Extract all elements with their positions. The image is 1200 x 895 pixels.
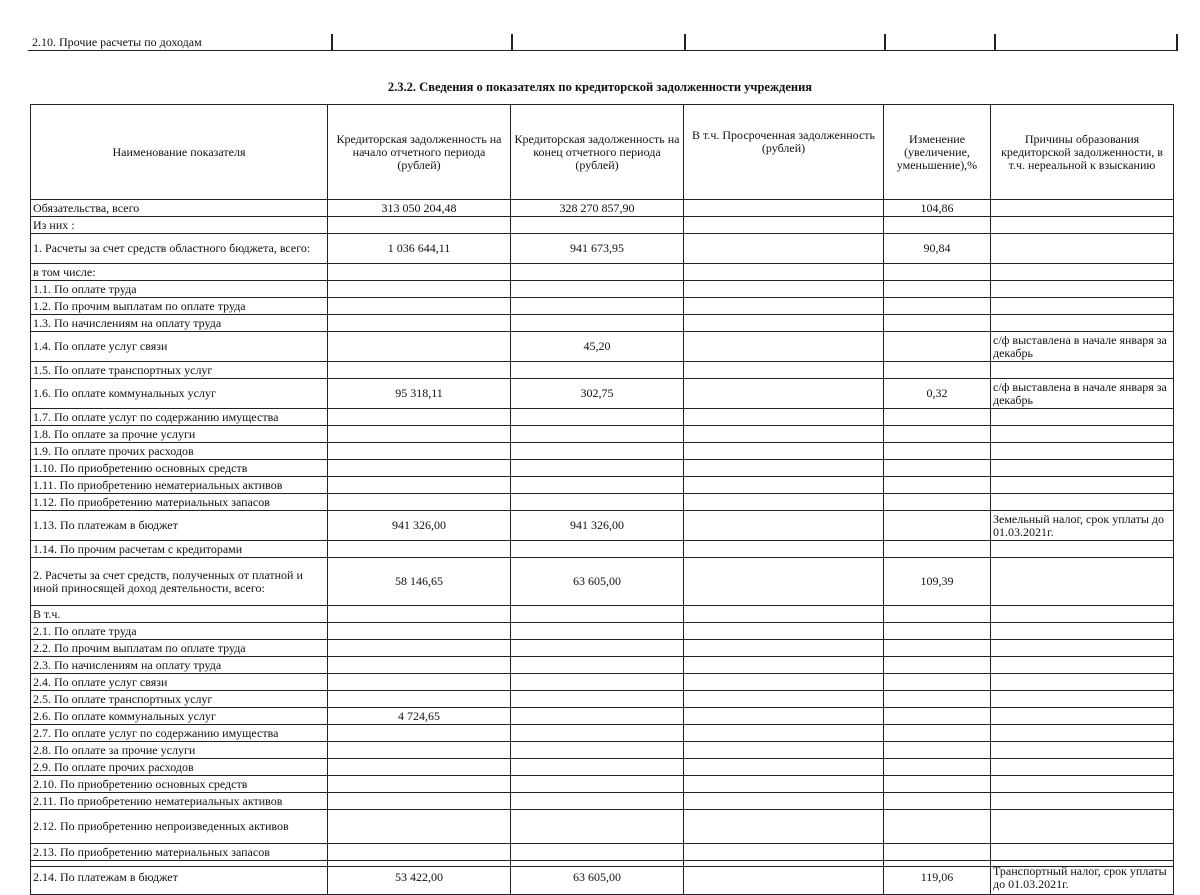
- debt-end-value: 63 605,00: [511, 558, 684, 606]
- overdue-value: [684, 793, 884, 810]
- debt-start-value: [328, 776, 511, 793]
- debt-start-value: [328, 477, 511, 494]
- table-row: [31, 234, 1174, 264]
- overdue-value: [684, 443, 884, 460]
- overdue-value: [684, 810, 884, 844]
- change-percent-value: [884, 759, 991, 776]
- overdue-value: [684, 708, 884, 725]
- change-percent-value: [884, 494, 991, 511]
- debt-start-value: [328, 691, 511, 708]
- change-percent-value: [884, 264, 991, 281]
- change-percent-value: [884, 776, 991, 793]
- change-percent-value: [884, 606, 991, 623]
- debt-start-value: [328, 623, 511, 640]
- debt-start-value: [328, 332, 511, 362]
- debt-start-value: [328, 426, 511, 443]
- debt-end-value: [511, 742, 684, 759]
- table-row: [31, 494, 1174, 511]
- reason-text: [991, 759, 1174, 776]
- overdue-value: [684, 558, 884, 606]
- overdue-value: [684, 281, 884, 298]
- overdue-value: [684, 844, 884, 861]
- bottom-rule: [30, 866, 1173, 867]
- debt-end-value: [511, 759, 684, 776]
- debt-start-value: 95 318,11: [328, 379, 511, 409]
- table-row: [31, 691, 1174, 708]
- header-indicator-name: Наименование показателя: [31, 105, 328, 200]
- change-percent-value: [884, 460, 991, 477]
- row-name: 1.9. По оплате прочих расходов: [31, 443, 328, 460]
- debt-end-value: [511, 217, 684, 234]
- row-name: 2.1. По оплате труда: [31, 623, 328, 640]
- table-row: [31, 541, 1174, 558]
- overdue-value: [684, 674, 884, 691]
- table-row: [31, 443, 1174, 460]
- debt-end-value: 45,20: [511, 332, 684, 362]
- debt-end-value: 63 605,00: [511, 861, 684, 895]
- change-percent-value: [884, 477, 991, 494]
- debt-start-value: [328, 315, 511, 332]
- header-overdue: В т.ч. Просроченная задолженность (рублей): [684, 105, 884, 200]
- debt-end-value: [511, 776, 684, 793]
- table-row: [31, 379, 1174, 409]
- debt-end-value: [511, 844, 684, 861]
- previous-row-cell: [996, 34, 1178, 50]
- change-percent-value: 119,06: [884, 861, 991, 895]
- header-reasons: Причины образования кредиторской задолженности, в т.ч. нереальной к взысканию: [991, 105, 1174, 200]
- previous-row-cell: [333, 34, 513, 50]
- debt-start-value: [328, 494, 511, 511]
- overdue-value: [684, 606, 884, 623]
- debt-start-value: [328, 674, 511, 691]
- reason-text: [991, 460, 1174, 477]
- table-row: [31, 674, 1174, 691]
- table-row: [31, 409, 1174, 426]
- reason-text: [991, 298, 1174, 315]
- debt-end-value: [511, 640, 684, 657]
- row-name: 1.3. По начислениям на оплату труда: [31, 315, 328, 332]
- overdue-value: [684, 511, 884, 541]
- table-row: [31, 759, 1174, 776]
- header-change-percent: Изменение (увеличение, уменьшение),%: [884, 105, 991, 200]
- section-title: 2.3.2. Сведения о показателях по кредиторской задолженности учреждения: [387, 80, 813, 94]
- reason-text: [991, 558, 1174, 606]
- change-percent-value: 104,86: [884, 200, 991, 217]
- debt-start-value: [328, 541, 511, 558]
- overdue-value: [684, 217, 884, 234]
- row-name: 1.6. По оплате коммунальных услуг: [31, 379, 328, 409]
- overdue-value: [684, 426, 884, 443]
- debt-start-value: [328, 217, 511, 234]
- row-name: 2.14. По платежам в бюджет: [31, 861, 328, 895]
- row-name: 2.3. По начислениям на оплату труда: [31, 657, 328, 674]
- change-percent-value: [884, 443, 991, 460]
- header-debt-end: Кредиторская задолженность на конец отчетного периода (рублей): [511, 105, 684, 200]
- row-name: 1.12. По приобретению материальных запасов: [31, 494, 328, 511]
- row-name: В т.ч.: [31, 606, 328, 623]
- reason-text: [991, 657, 1174, 674]
- table-row: [31, 477, 1174, 494]
- debt-end-value: [511, 691, 684, 708]
- debt-end-value: [511, 494, 684, 511]
- reason-text: [991, 200, 1174, 217]
- change-percent-value: [884, 742, 991, 759]
- previous-row-cell: [686, 34, 886, 50]
- header-debt-start: Кредиторская задолженность на начало отчетного периода (рублей): [328, 105, 511, 200]
- overdue-value: [684, 298, 884, 315]
- table-row: [31, 640, 1174, 657]
- reason-text: [991, 362, 1174, 379]
- change-percent-value: [884, 674, 991, 691]
- overdue-value: [684, 776, 884, 793]
- overdue-value: [684, 477, 884, 494]
- row-name: 2.6. По оплате коммунальных услуг: [31, 708, 328, 725]
- change-percent-value: [884, 511, 991, 541]
- change-percent-value: [884, 332, 991, 362]
- change-percent-value: 109,39: [884, 558, 991, 606]
- row-name: 1.11. По приобретению нематериальных активов: [31, 477, 328, 494]
- reason-text: [991, 315, 1174, 332]
- change-percent-value: [884, 362, 991, 379]
- debt-end-value: [511, 298, 684, 315]
- debt-end-value: [511, 623, 684, 640]
- reason-text: [991, 426, 1174, 443]
- reason-text: [991, 708, 1174, 725]
- overdue-value: [684, 657, 884, 674]
- row-name: 2.7. По оплате услуг по содержанию имущества: [31, 725, 328, 742]
- reason-text: Земельный налог, срок уплаты до 01.03.2021г.: [991, 511, 1174, 541]
- change-percent-value: [884, 708, 991, 725]
- debt-start-value: [328, 606, 511, 623]
- row-name: 1.13. По платежам в бюджет: [31, 511, 328, 541]
- overdue-value: [684, 362, 884, 379]
- debt-end-value: [511, 708, 684, 725]
- table-row: [31, 558, 1174, 606]
- reason-text: [991, 810, 1174, 844]
- debt-start-value: [328, 742, 511, 759]
- row-name: 2.8. По оплате за прочие услуги: [31, 742, 328, 759]
- previous-table-fragment: [28, 34, 1178, 56]
- reason-text: [991, 281, 1174, 298]
- change-percent-value: [884, 725, 991, 742]
- row-name: 2.5. По оплате транспортных услуг: [31, 691, 328, 708]
- debt-end-value: [511, 315, 684, 332]
- row-name: 2.12. По приобретению непроизведенных активов: [31, 810, 328, 844]
- debt-start-value: 4 724,65: [328, 708, 511, 725]
- table-row: [31, 776, 1174, 793]
- reason-text: с/ф выставлена в начале января за декабрь: [991, 332, 1174, 362]
- table-row: [31, 708, 1174, 725]
- debt-end-value: 941 326,00: [511, 511, 684, 541]
- overdue-value: [684, 264, 884, 281]
- debt-end-value: [511, 409, 684, 426]
- reason-text: Транспортный налог, срок уплаты до 01.03.2021г.: [991, 861, 1174, 895]
- debt-end-value: [511, 725, 684, 742]
- table-row: [31, 511, 1174, 541]
- debt-start-value: [328, 810, 511, 844]
- change-percent-value: [884, 640, 991, 657]
- reason-text: [991, 409, 1174, 426]
- overdue-value: [684, 759, 884, 776]
- overdue-value: [684, 541, 884, 558]
- debt-end-value: [511, 477, 684, 494]
- debt-start-value: 1 036 644,11: [328, 234, 511, 264]
- table-row: [31, 362, 1174, 379]
- row-name: 2.10. По приобретению основных средств: [31, 776, 328, 793]
- change-percent-value: [884, 810, 991, 844]
- previous-row-rule: [28, 50, 1178, 51]
- debt-start-value: [328, 298, 511, 315]
- reason-text: [991, 234, 1174, 264]
- change-percent-value: [884, 409, 991, 426]
- change-percent-value: 0,32: [884, 379, 991, 409]
- row-name: 1.1. По оплате труда: [31, 281, 328, 298]
- overdue-value: [684, 234, 884, 264]
- row-name: 2.13. По приобретению материальных запасов: [31, 844, 328, 861]
- table-row: [31, 623, 1174, 640]
- row-name: 1.7. По оплате услуг по содержанию имущества: [31, 409, 328, 426]
- overdue-value: [684, 200, 884, 217]
- change-percent-value: [884, 315, 991, 332]
- debt-end-value: [511, 657, 684, 674]
- table-row: [31, 793, 1174, 810]
- row-name: 2.9. По оплате прочих расходов: [31, 759, 328, 776]
- reason-text: [991, 674, 1174, 691]
- row-name: 1.10. По приобретению основных средств: [31, 460, 328, 477]
- row-name: 2. Расчеты за счет средств, полученных от платной и иной приносящей доход деятельности, всего:: [31, 558, 328, 606]
- debt-end-value: [511, 264, 684, 281]
- debt-start-value: 941 326,00: [328, 511, 511, 541]
- debt-start-value: [328, 362, 511, 379]
- debt-start-value: [328, 281, 511, 298]
- reason-text: [991, 494, 1174, 511]
- table-row: [31, 725, 1174, 742]
- change-percent-value: [884, 426, 991, 443]
- debt-start-value: 53 422,00: [328, 861, 511, 895]
- debt-end-value: [511, 460, 684, 477]
- change-percent-value: [884, 541, 991, 558]
- reason-text: [991, 844, 1174, 861]
- previous-row-cell: [886, 34, 996, 50]
- debt-start-value: [328, 409, 511, 426]
- debt-start-value: 313 050 204,48: [328, 200, 511, 217]
- debt-end-value: 302,75: [511, 379, 684, 409]
- debt-end-value: 328 270 857,90: [511, 200, 684, 217]
- row-name: 1. Расчеты за счет средств областного бюджета, всего:: [31, 234, 328, 264]
- table-row: [31, 810, 1174, 844]
- table-row: [31, 315, 1174, 332]
- row-name: 1.14. По прочим расчетам с кредиторами: [31, 541, 328, 558]
- change-percent-value: [884, 623, 991, 640]
- table-row: [31, 200, 1174, 217]
- debt-end-value: [511, 443, 684, 460]
- reason-text: [991, 742, 1174, 759]
- reason-text: [991, 541, 1174, 558]
- overdue-value: [684, 725, 884, 742]
- table-row: [31, 281, 1174, 298]
- reason-text: [991, 776, 1174, 793]
- table-row: [31, 217, 1174, 234]
- overdue-value: [684, 494, 884, 511]
- overdue-value: [684, 379, 884, 409]
- debt-start-value: [328, 844, 511, 861]
- reason-text: [991, 443, 1174, 460]
- overdue-value: [684, 460, 884, 477]
- debt-end-value: [511, 793, 684, 810]
- reason-text: [991, 640, 1174, 657]
- change-percent-value: [884, 657, 991, 674]
- row-name: 1.4. По оплате услуг связи: [31, 332, 328, 362]
- change-percent-value: [884, 793, 991, 810]
- table-row: [31, 460, 1174, 477]
- debt-end-value: [511, 362, 684, 379]
- debt-end-value: [511, 426, 684, 443]
- previous-row-cell: [513, 34, 686, 50]
- overdue-value: [684, 332, 884, 362]
- table-row: [31, 298, 1174, 315]
- row-name: 1.8. По оплате за прочие услуги: [31, 426, 328, 443]
- debt-start-value: [328, 460, 511, 477]
- row-name: в том числе:: [31, 264, 328, 281]
- table-row: [31, 606, 1174, 623]
- reason-text: [991, 217, 1174, 234]
- change-percent-value: [884, 844, 991, 861]
- row-name: Обязательства, всего: [31, 200, 328, 217]
- creditor-debt-table: [30, 104, 1174, 895]
- change-percent-value: 90,84: [884, 234, 991, 264]
- debt-start-value: [328, 264, 511, 281]
- overdue-value: [684, 691, 884, 708]
- row-name: Из них :: [31, 217, 328, 234]
- debt-end-value: [511, 674, 684, 691]
- reason-text: [991, 606, 1174, 623]
- reason-text: [991, 477, 1174, 494]
- overdue-value: [684, 742, 884, 759]
- reason-text: с/ф выставлена в начале января за декабрь: [991, 379, 1174, 409]
- overdue-value: [684, 640, 884, 657]
- change-percent-value: [884, 281, 991, 298]
- reason-text: [991, 725, 1174, 742]
- table-row: [31, 426, 1174, 443]
- previous-row-label: 2.10. Прочие расчеты по доходам: [28, 34, 333, 50]
- reason-text: [991, 264, 1174, 281]
- debt-end-value: [511, 541, 684, 558]
- reason-text: [991, 793, 1174, 810]
- debt-start-value: [328, 759, 511, 776]
- table-row: [31, 332, 1174, 362]
- debt-start-value: [328, 443, 511, 460]
- debt-end-value: 941 673,95: [511, 234, 684, 264]
- debt-start-value: [328, 640, 511, 657]
- debt-end-value: [511, 810, 684, 844]
- debt-end-value: [511, 606, 684, 623]
- debt-start-value: 58 146,65: [328, 558, 511, 606]
- debt-start-value: [328, 725, 511, 742]
- reason-text: [991, 623, 1174, 640]
- debt-start-value: [328, 793, 511, 810]
- table-row: [31, 657, 1174, 674]
- row-name: 1.2. По прочим выплатам по оплате труда: [31, 298, 328, 315]
- table-row: [31, 844, 1174, 861]
- change-percent-value: [884, 298, 991, 315]
- row-name: 2.11. По приобретению нематериальных активов: [31, 793, 328, 810]
- change-percent-value: [884, 691, 991, 708]
- debt-end-value: [511, 281, 684, 298]
- debt-start-value: [328, 657, 511, 674]
- reason-text: [991, 691, 1174, 708]
- table-header-row: [31, 105, 1174, 200]
- change-percent-value: [884, 217, 991, 234]
- overdue-value: [684, 623, 884, 640]
- table-row: [31, 264, 1174, 281]
- row-name: 2.4. По оплате услуг связи: [31, 674, 328, 691]
- table-row: [31, 742, 1174, 759]
- row-name: 1.5. По оплате транспортных услуг: [31, 362, 328, 379]
- row-name: 2.2. По прочим выплатам по оплате труда: [31, 640, 328, 657]
- overdue-value: [684, 409, 884, 426]
- overdue-value: [684, 315, 884, 332]
